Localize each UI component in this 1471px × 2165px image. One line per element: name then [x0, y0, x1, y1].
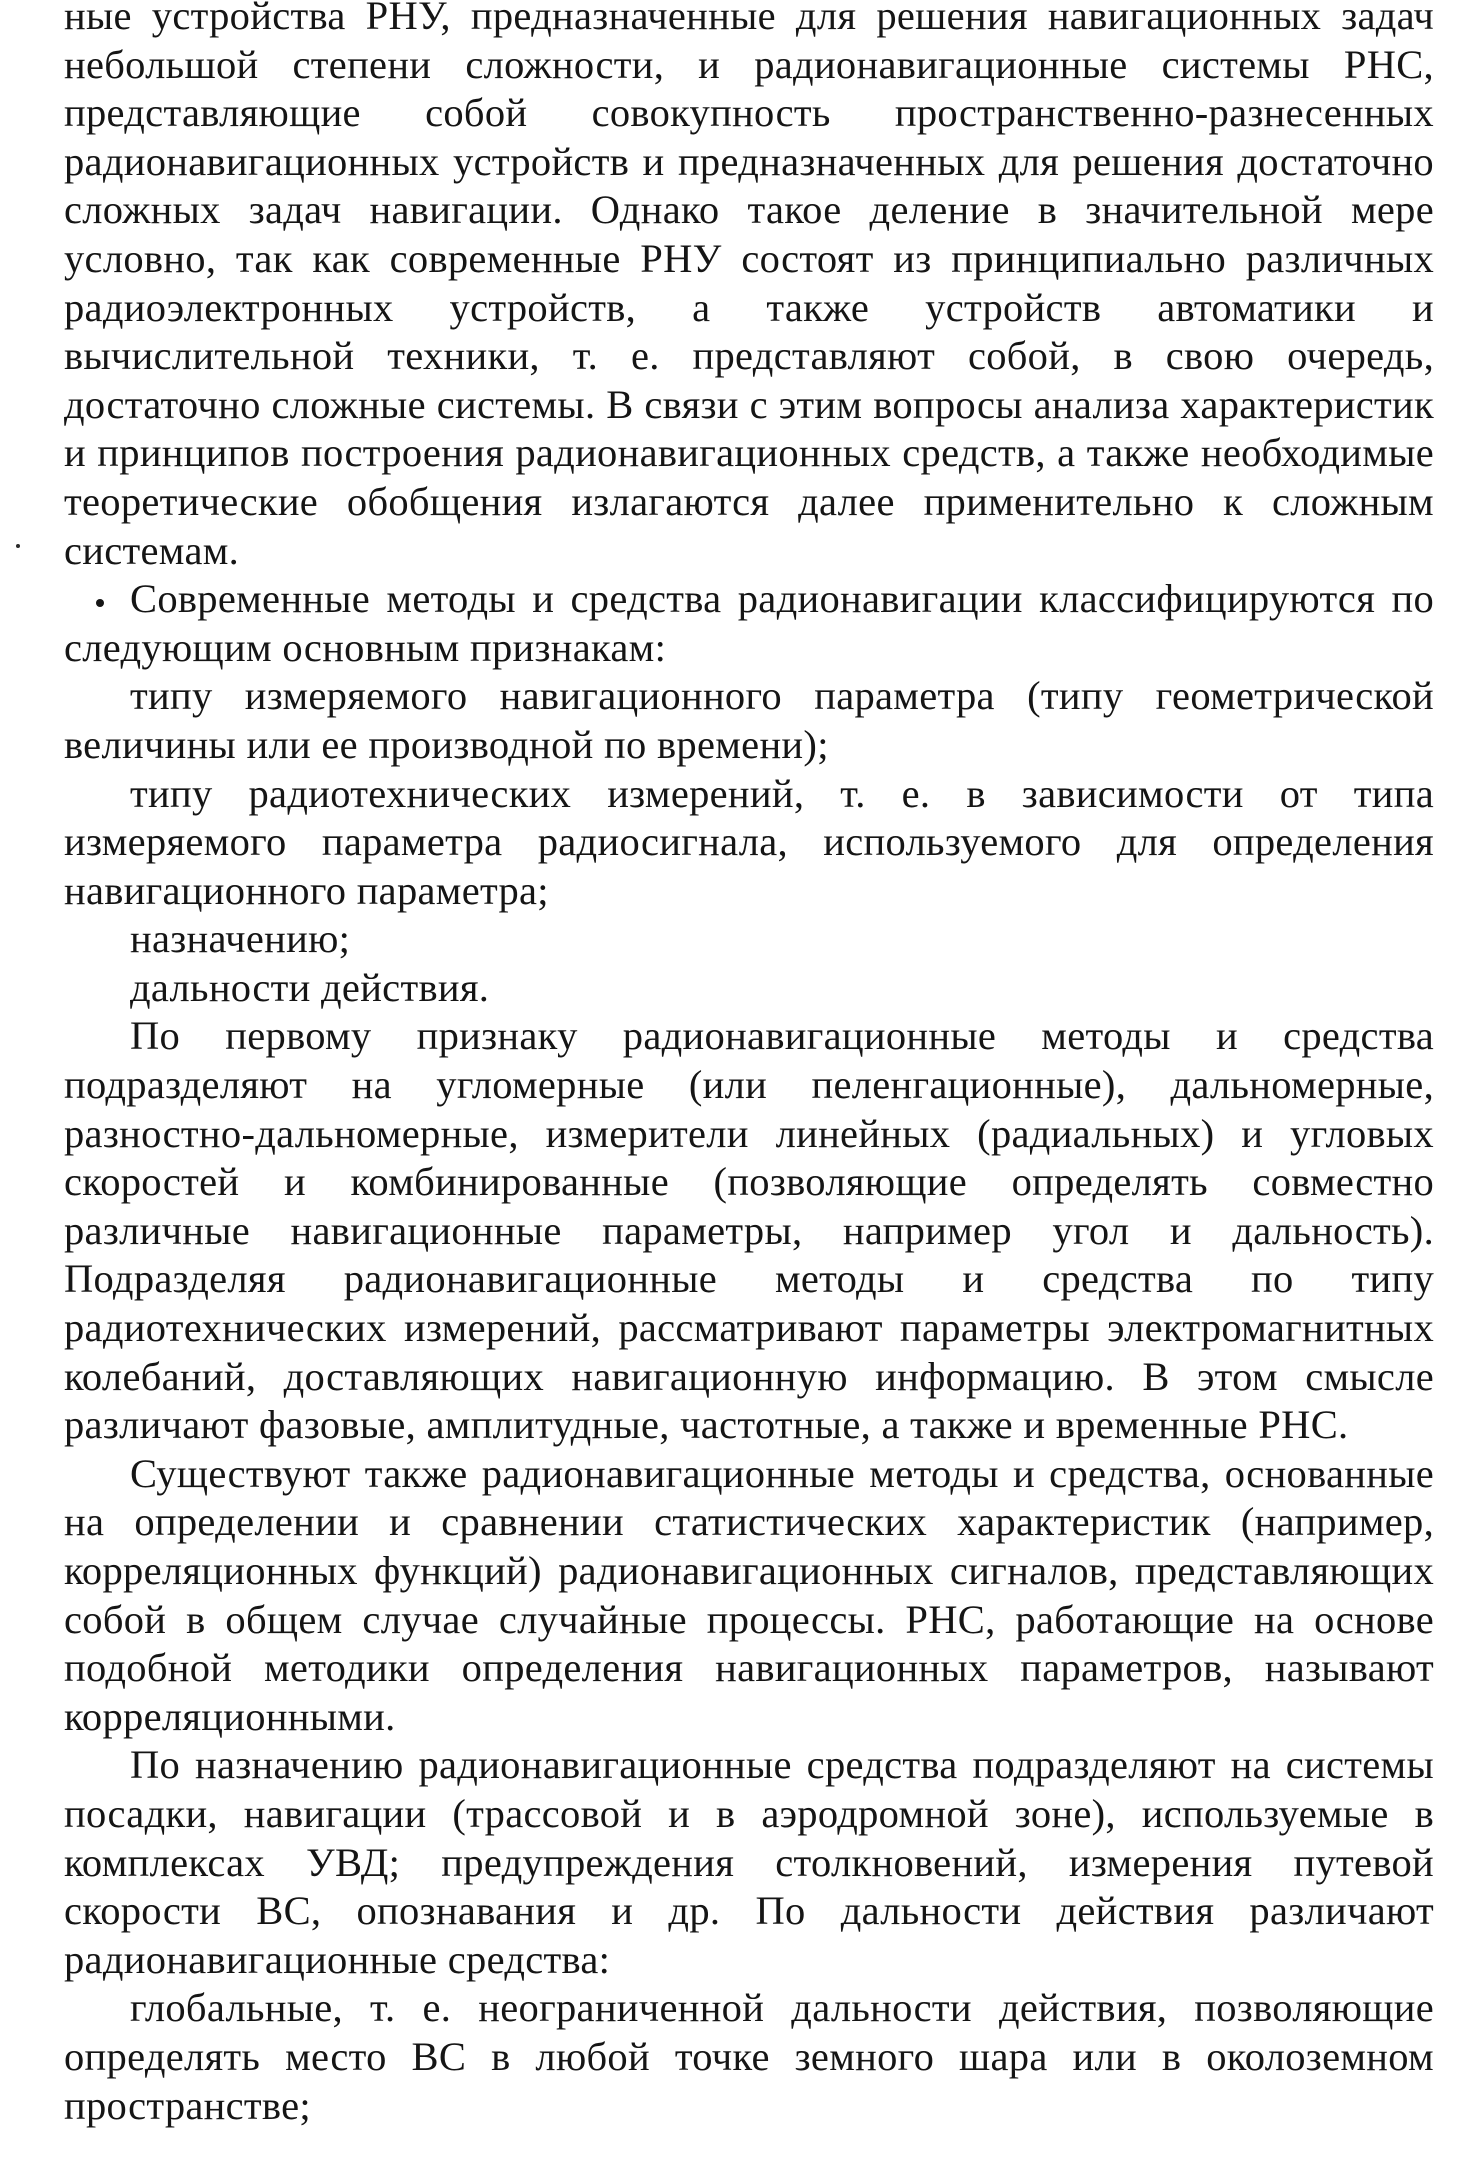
paragraph-first-criterion: По первому признаку радионавигационные методы и средства подразделяют на угломерные (или пеленгационные), дальномерные, разностно-дальномерные, измерители линейных (радиальных) и угловых скоростей и комбинированные (позволяющие определять совместно различные навигационные параметры, например угол и дальность). Подразделяя радионавигационные методы и средства по типу радиотехнических измерений, рассматривают параметры электромагнитных колебаний, доставляющих навигационную информацию. В этом смысле различают фазовые, амплитудные, частотные, а также и временные РНС. [64, 1013, 1434, 1448]
bullet-mark-icon [96, 599, 104, 607]
list-item-range: дальности действия. [130, 964, 490, 1010]
list-item-measurement-type: типу радиотехнических измерений, т. е. в зависимости от типа измеряемого параметра радиосигнала, используемого для определения навигационного параметра; [64, 770, 1434, 913]
paragraph-classification-text: Современные методы и средства радионавигации классифицируются по следующим основным признакам: [64, 576, 1434, 670]
paragraph-purpose-classes: По назначению радионавигационные средства подразделяют на системы посадки, навигации (трассовой и в аэродромной зоне), используемые в комплексах УВД; предупреждения столкновений, измерения путевой скорости ВС, опознавания и др. По дальности действия различают радионавигационные средства: [64, 1742, 1434, 1982]
list-item-purpose: назначению; [130, 916, 351, 962]
paragraph-correlation-methods: Существуют также радионавигационные методы и средства, основанные на определении и сравнении статистических характеристик (например, корреляционных функций) радионавигационных сигналов, представляющих собой в общем случае случайные процессы. РНС, работающие на основе подобной методики определения навигационных параметров, называют корреляционными. [64, 1450, 1434, 1739]
document-page [64, 0, 1434, 2130]
paragraph-global-range: глобальные, т. е. неограниченной дальности действия, позволяющие определять место ВС в любой точке земного шара или в околоземном пространстве; [64, 1985, 1434, 2128]
paragraph-intro-continued: ные устройства РНУ, предназначенные для решения навигационных задач небольшой степени сложности, и радионавигационные системы РНС, представляющие собой совокупность пространственно-разнесенных радионавигационных устройств и предназначенных для решения достаточно сложных задач навигации. Однако такое деление в значительной мере условно, так как современные РНУ состоят из принципиально различных радиоэлектронных устройств, а также устройств автоматики и вычислительной техники, т. е. представляют собой, в свою очередь, достаточно сложные системы. В связи с этим вопросы анализа характеристик и принципов построения радионавигационных средств, а также необходимые теоретические обобщения излагаются далее применительно к сложным системам. [64, 0, 1434, 573]
list-item-parameter-type: типу измеряемого навигационного параметра (типу геометрической величины или ее производной по времени); [64, 673, 1434, 767]
stray-dot-mark [16, 544, 20, 548]
paragraph-classification-intro [64, 575, 1434, 672]
